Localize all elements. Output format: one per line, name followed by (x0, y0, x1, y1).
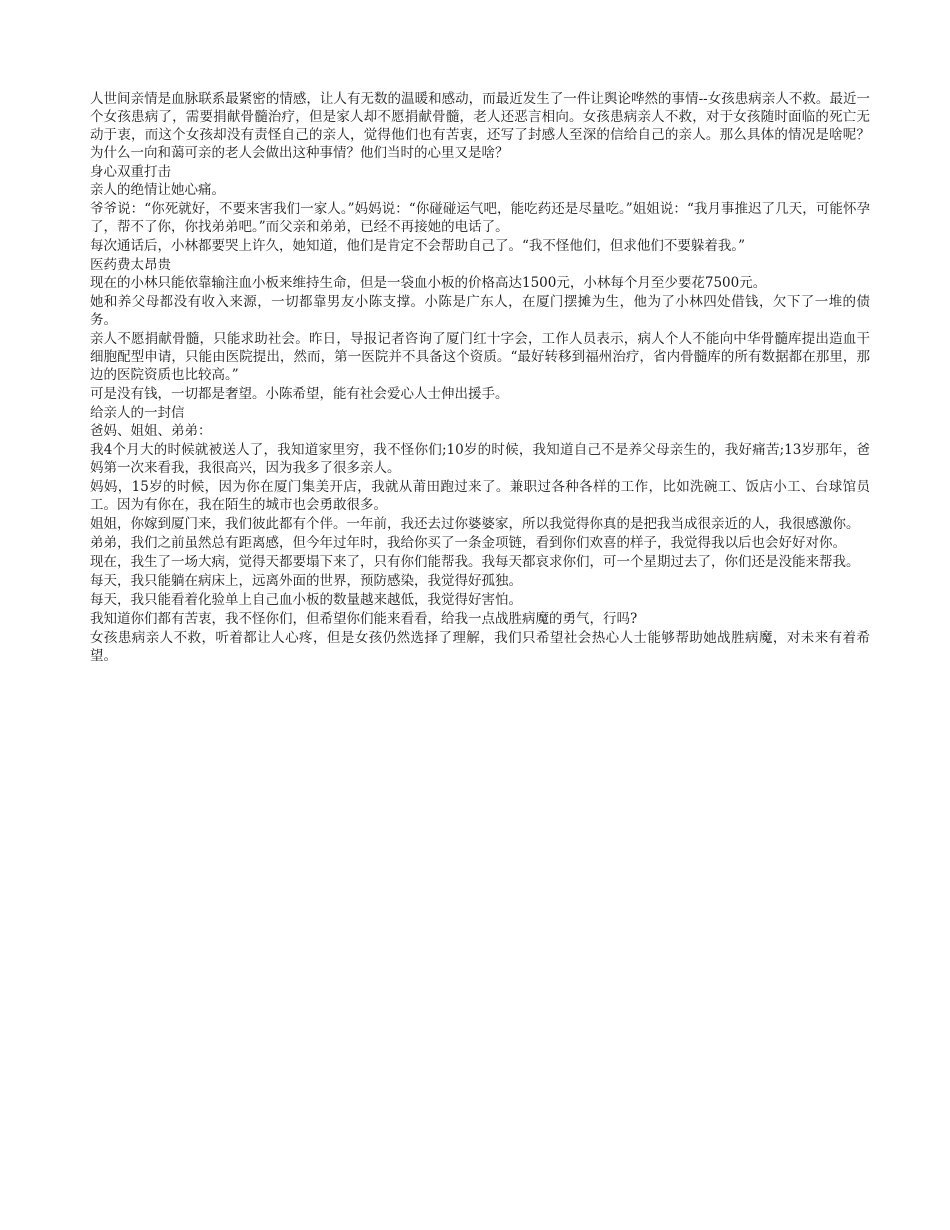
paragraph: 每次通话后，小林都要哭上许久，她知道，他们是肯定不会帮助自己了。“我不怪他们，但求他们不要躲着我。” (90, 238, 746, 254)
letter-salutation: 爸妈、姐姐、弟弟： (90, 423, 212, 439)
paragraph: 亲人不愿捐献骨髓，只能求助社会。昨日，导报记者咨询了厦门红十字会，工作人员表示，病人个人不能向中华骨髓库提出造血干细胞配型申请，只能由医院提出，然而，第一医院并不具备这个资质。“最好转移到福州治疗，省内骨髓库的所有数据都在那里，那边的医院资质也比较高。” (90, 331, 870, 383)
paragraph: 可是没有钱，一切都是奢望。小陈希望，能有社会爱心人士伸出援手。 (90, 386, 509, 402)
paragraph: 亲人的绝情让她心痛。 (90, 182, 225, 198)
letter-paragraph: 每天，我只能躺在病床上，远离外面的世界，预防感染，我觉得好孤独。 (90, 573, 522, 589)
letter-paragraph: 弟弟，我们之前虽然总有距离感，但今年过年时，我给你买了一条金项链，看到你们欢喜的样子，我觉得我以后也会好好对你。 (90, 535, 846, 551)
letter-paragraph: 现在，我生了一场大病，觉得天都要塌下来了，只有你们能帮我。我每天都哀求你们，可一个星期过去了，你们还是没能来帮我。 (90, 554, 860, 570)
paragraph: 她和养父母都没有收入来源，一切都靠男友小陈支撑。小陈是广东人，在厦门摆摊为生，他为了小林四处借钱，欠下了一堆的债务。 (90, 294, 870, 328)
paragraph: 爷爷说：“你死就好，不要来害我们一家人。”妈妈说：“你碰碰运气吧，能吃药还是尽量吃。”姐姐说：“我月事推迟了几天，可能怀孕了，帮不了你，你找弟弟吧。”而父亲和弟弟，已经不再接她的电话了。 (90, 201, 870, 235)
letter-paragraph: 每天，我只能看着化验单上自己血小板的数量越来越低，我觉得好害怕。 (90, 592, 522, 608)
letter-paragraph: 姐姐，你嫁到厦门来，我们彼此都有个伴。一年前，我还去过你婆婆家，所以我觉得你真的是把我当成很亲近的人，我很感激你。 (90, 516, 860, 532)
paragraph: 现在的小林只能依靠输注血小板来维持生命，但是一袋血小板的价格高达1500元，小林每个月至少要花7500元。 (90, 275, 767, 291)
closing-paragraph: 女孩患病亲人不救，听着都让人心疼，但是女孩仍然选择了理解，我们只希望社会热心人士能够帮助她战胜病魔，对未来有着希望。 (90, 630, 870, 664)
letter-paragraph: 我4个月大的时候就被送人了，我知道家里穷，我不怪你们;10岁的时候，我知道自己不是养父母亲生的，我好痛苦;13岁那年，爸妈第一次来看我，我很高兴，因为我多了很多亲人。 (90, 442, 870, 476)
section-heading-medical-cost: 医药费太昂贵 (90, 257, 171, 273)
section-heading-letter: 给亲人的一封信 (90, 405, 185, 421)
intro-paragraph: 人世间亲情是血脉联系最紧密的情感，让人有无数的温暖和感动，而最近发生了一件让舆论哗然的事情--女孩患病亲人不救。最近一个女孩患病了，需要捐献骨髓治疗，但是家人却不愿捐献骨髓，老人还恶言相向。女孩患病亲人不救，对于女孩随时面临的死亡无动于衷，而这个女孩却没有责怪自己的亲人，觉得他们也有苦衷，还写了封感人至深的信给自己的亲人。那么具体的情况是啥呢？为什么一向和蔼可亲的老人会做出这种事情？他们当时的心里又是啥？ (90, 91, 870, 161)
letter-paragraph: 妈妈，15岁的时候，因为你在厦门集美开店，我就从莆田跑过来了。兼职过各种各样的工作，比如洗碗工、饭店小工、台球馆员工。因为有你在，我在陌生的城市也会勇敢很多。 (90, 479, 870, 513)
letter-paragraph: 我知道你们都有苦衷，我不怪你们，但希望你们能来看看，给我一点战胜病魔的勇气，行吗? (90, 611, 638, 627)
section-heading-blow: 身心双重打击 (90, 164, 171, 180)
